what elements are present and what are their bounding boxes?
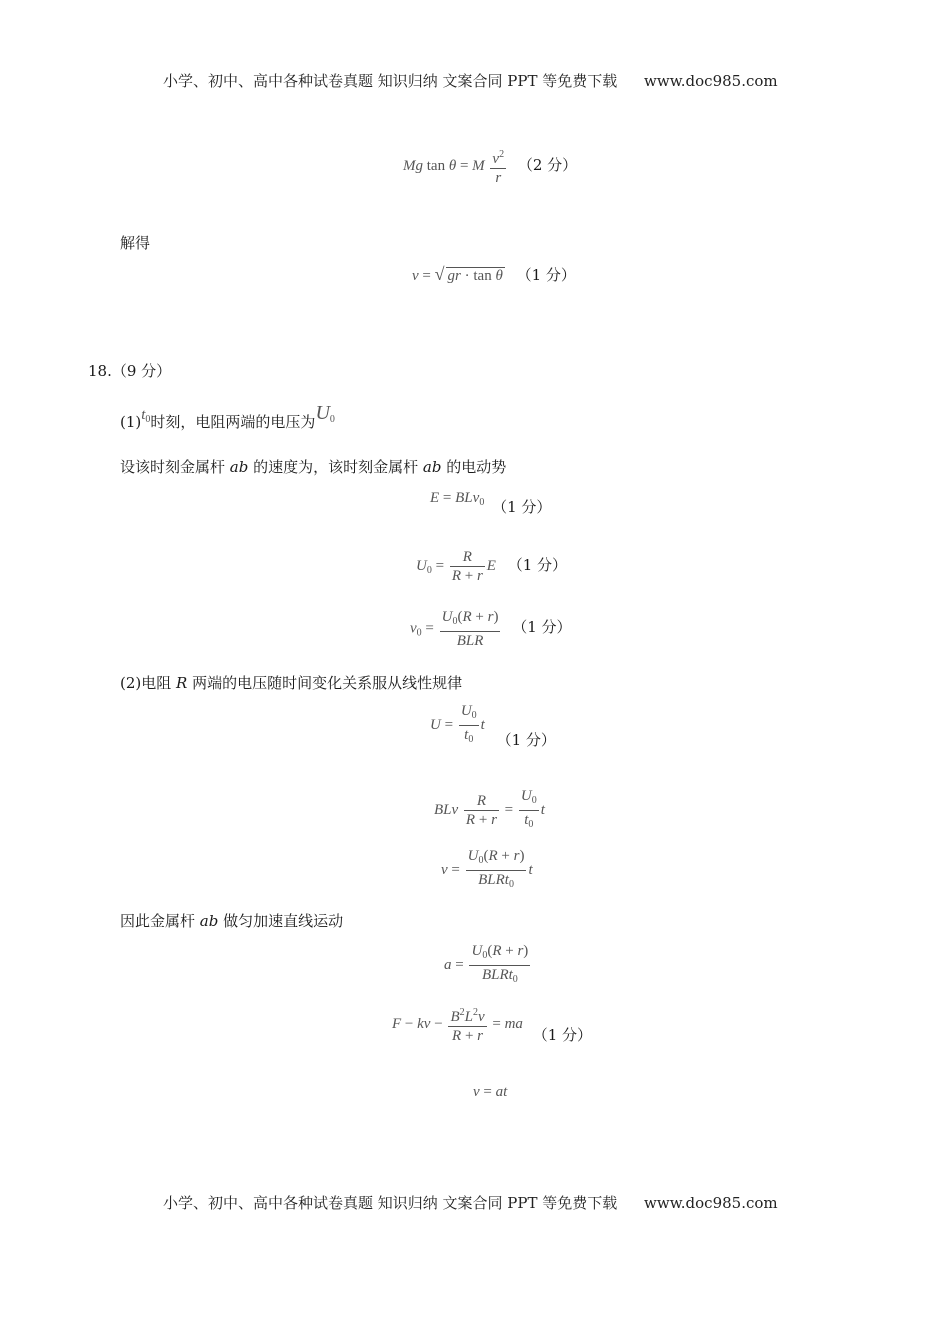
symbol-t0: $t_0$ — [141, 407, 151, 425]
equation-acceleration: a = $\frac{U_0(R + r)}{BLRt_0}$ — [444, 943, 529, 985]
score-label: （1 分） — [507, 555, 568, 574]
footer-url[interactable]: www.doc985.com — [644, 1194, 778, 1212]
score-label: （1 分） — [516, 266, 576, 284]
part3-line: 因此金属杆 ab 做匀加速直线运动 — [120, 912, 344, 930]
header-url[interactable]: www.doc985.com — [644, 72, 778, 90]
score-label: （1 分） — [496, 730, 556, 749]
score-label: （1 分） — [492, 498, 552, 516]
page-header — [163, 70, 778, 91]
part1-line — [120, 402, 335, 432]
page-footer — [163, 1192, 778, 1213]
symbol-U0: $U_0$ — [315, 402, 335, 425]
equation-centripetal: Mg tan θ = M $\frac{v^2}{r}$ （2 分） — [403, 146, 577, 187]
part1-text: 时刻，电阻两端的电压为 — [150, 413, 316, 431]
part2-line: (2)电阻 R 两端的电压随时间变化关系服从线性规律 — [120, 674, 463, 692]
score-label: （1 分） — [532, 1025, 592, 1044]
question-number: 18.（9 分） — [88, 362, 172, 380]
solve-label: 解得 — [120, 234, 151, 252]
score-label: （1 分） — [512, 618, 572, 637]
equation-velocity: v = √ gr · tan θ （1 分） — [412, 264, 576, 284]
equation-U0: $U_0$ = $\frac{R}{R + r}$ E （1 分） — [416, 549, 568, 584]
equation-newton: F − kv − $\frac{B^2L^2v}{R + r}$ = ma （1 分） — [392, 1004, 592, 1045]
part1-line2: 设该时刻金属杆 ab 的速度为，该时刻金属杆 ab 的电动势 — [120, 458, 507, 476]
equation-emf: E = BLv$_0$ （1 分） — [430, 490, 552, 516]
header-text: 小学、初中、高中各种试卷真题 知识归纳 文案合同 PPT 等免费下载 — [163, 72, 618, 90]
equation-v0: $v_0$ = $\frac{U_0(R + r)}{\text{BLR}}$ （1 分） — [410, 609, 572, 649]
score-label: （2 分） — [517, 155, 578, 174]
equation-U-linear: U = $\frac{U_0}{t_0}$ t （1 分） — [430, 703, 556, 749]
equation-v: v = $\frac{U_0(R + r)}{BLRt_0}$ t — [441, 848, 533, 890]
footer-text: 小学、初中、高中各种试卷真题 知识归纳 文案合同 PPT 等免费下载 — [163, 1194, 618, 1212]
equation-BLv: BLv $\frac{R}{R + r}$ = $\frac{U_0}{t_0}$ t — [434, 788, 545, 830]
part1-prefix: (1) — [120, 413, 142, 431]
equation-v-at: v = at — [473, 1084, 508, 1100]
